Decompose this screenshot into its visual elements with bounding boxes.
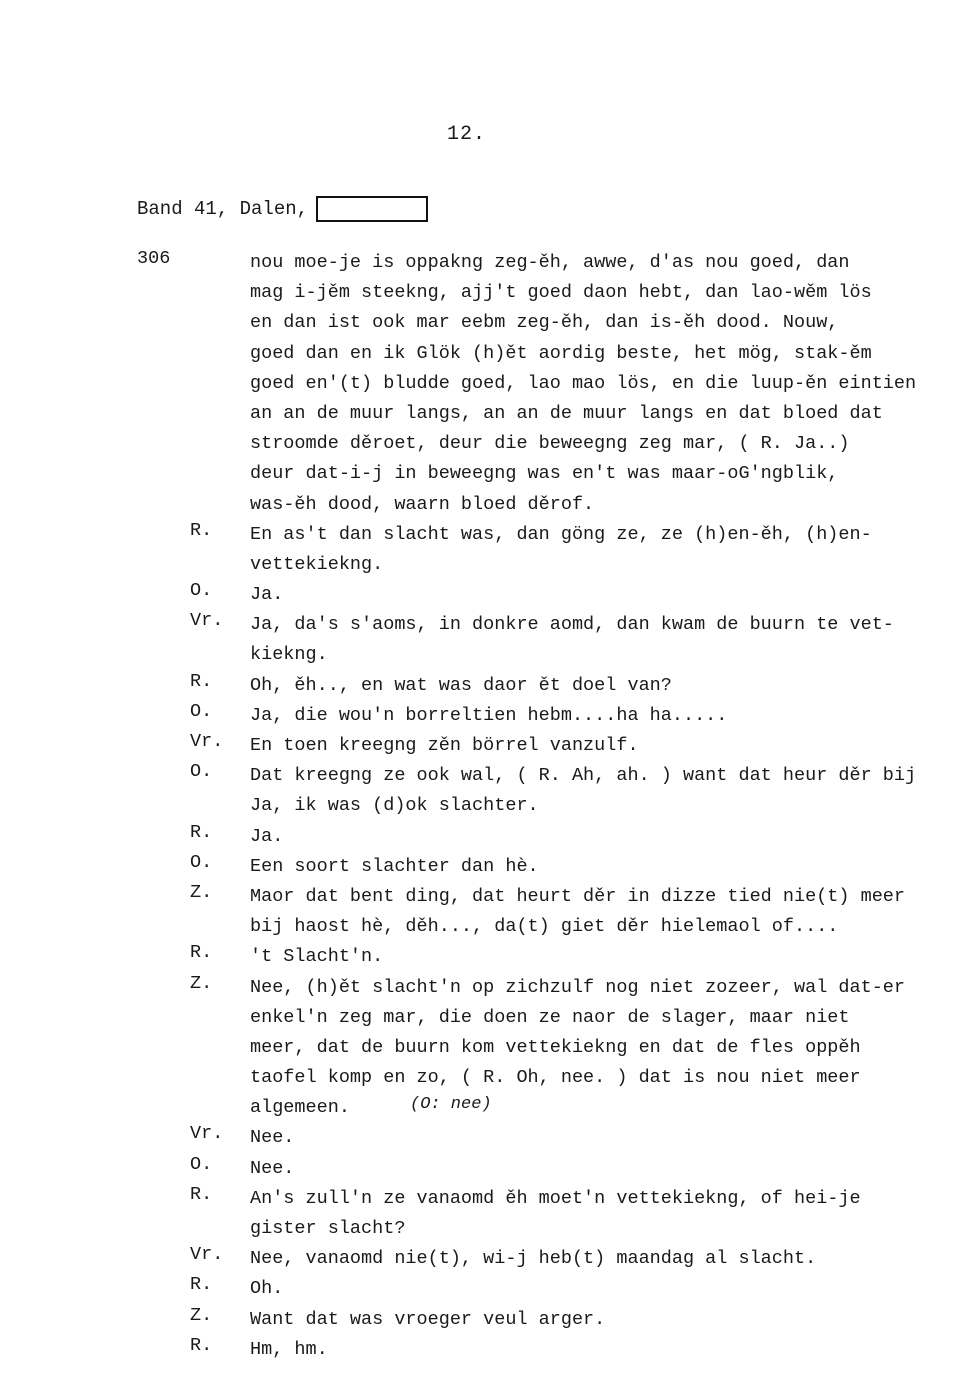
speaker-label: Vr. xyxy=(190,610,224,632)
transcript-entry xyxy=(0,1244,979,1274)
speaker-label: 306 xyxy=(137,248,171,269)
transcript-line: nou moe-je is oppakng zeg-ěh, awwe, d'as nou goed, dan xyxy=(250,252,850,273)
transcript-line: was-ěh dood, waarn bloed děrof. xyxy=(250,493,595,515)
transcript-line: Nee. xyxy=(250,1157,295,1179)
transcript-entry xyxy=(0,882,979,942)
transcript-line: bij haost hè, děh..., da(t) giet děr hielemaol of.... xyxy=(250,916,839,938)
transcript-entry xyxy=(0,822,979,852)
transcript-entry xyxy=(0,1305,979,1335)
transcript-entry xyxy=(0,248,979,520)
transcript-entry xyxy=(0,852,979,882)
transcript-body xyxy=(0,248,979,1365)
transcript-line: en dan ist ook mar eebm zeg-ěh, dan is-ěh dood. Nouw, xyxy=(250,312,839,334)
transcript-line: An's zull'n ze vanaomd ěh moet'n vettekiekng, of hei-je xyxy=(250,1187,861,1209)
transcript-line: goed dan en ik Glök (h)ět aordig beste, het mög, stak-ěm xyxy=(250,342,872,364)
transcript-line: Nee. xyxy=(250,1127,295,1149)
transcript-line: Maor dat bent ding, dat heurt děr in dizze tied nie(t) meer xyxy=(250,885,906,907)
transcript-line: Ja, ik was (d)ok slachter. xyxy=(250,795,539,817)
document-header xyxy=(137,196,428,222)
transcript-line: mag i-jěm steekng, ajj't goed daon hebt, dan lao-wěm lös xyxy=(250,282,872,304)
transcript-line: enkel'n zeg mar, die doen ze naor de slager, maar niet xyxy=(250,1006,850,1028)
transcript-entry xyxy=(0,1274,979,1304)
transcript-line: Dat kreegng ze ook wal, ( R. Ah, ah. ) want dat heur děr bij xyxy=(250,765,917,787)
transcript-entry xyxy=(0,580,979,610)
transcript-line: En toen kreegng zěn börrel vanzulf. xyxy=(250,735,639,756)
transcript-line: Hm, hm. xyxy=(250,1338,328,1360)
transcript-line: algemeen. xyxy=(250,1097,350,1119)
transcript-line: 't Slacht'n. xyxy=(250,946,384,968)
transcript-entry xyxy=(0,731,979,761)
transcript-line: Een soort slachter dan hè. xyxy=(250,855,539,877)
speaker-label: O. xyxy=(190,851,213,873)
speaker-label: Z. xyxy=(190,972,213,994)
speaker-label: Z. xyxy=(190,881,213,903)
speaker-label: O. xyxy=(190,1153,213,1175)
transcript-entry xyxy=(0,1154,979,1184)
speaker-label: R. xyxy=(190,1274,213,1296)
transcript-line: an an de muur langs, an an de muur langs en dat bloed dat xyxy=(250,402,883,424)
speaker-label: O. xyxy=(190,761,213,783)
transcript-entry xyxy=(0,761,979,821)
transcript-line: vettekiekng. xyxy=(250,553,384,575)
speaker-label: R. xyxy=(190,519,213,541)
transcript-line: Nee, vanaomd nie(t), wi-j heb(t) maandag al slacht. xyxy=(250,1248,817,1270)
transcript-entry xyxy=(0,701,979,731)
speaker-label: Vr. xyxy=(190,1244,224,1266)
transcript-line: goed en'(t) bludde goed, lao mao lös, en die luup-ěn eintien xyxy=(250,372,917,394)
transcript-line: taofel komp en zo, ( R. Oh, nee. ) dat is nou niet meer xyxy=(250,1067,861,1089)
transcript-line: meer, dat de buurn kom vettekiekng en dat de fles oppěh xyxy=(250,1036,861,1058)
transcript-entry xyxy=(0,1184,979,1244)
transcript-line: deur dat-i-j in beweegng was en't was maar-oG'ngblik, xyxy=(250,463,839,485)
transcript-line: gister slacht? xyxy=(250,1218,406,1239)
transcript-line: Ja. xyxy=(250,584,284,606)
speaker-label: O. xyxy=(190,580,213,602)
transcript-line: Ja, die wou'n borreltien hebm....ha ha..... xyxy=(250,704,728,726)
transcript-line: Ja. xyxy=(250,825,284,847)
redacted-box xyxy=(316,196,428,222)
speaker-label: R. xyxy=(190,942,213,964)
speaker-label: R. xyxy=(190,670,213,692)
transcript-entry xyxy=(0,942,979,972)
speaker-label: Vr. xyxy=(190,1123,224,1145)
transcript-entry xyxy=(0,671,979,701)
transcript-line: kiekng. xyxy=(250,644,328,666)
transcript-line: Oh. xyxy=(250,1278,284,1300)
speaker-label: R. xyxy=(190,821,213,843)
page-number: 12. xyxy=(447,123,487,146)
transcript-line: stroomde děroet, deur die beweegng zeg mar, ( R. Ja..) xyxy=(250,433,850,455)
speaker-label: R. xyxy=(190,1183,213,1205)
transcript-line: Want dat was vroeger veul arger. xyxy=(250,1308,606,1330)
speaker-label: O. xyxy=(190,700,213,722)
header-label: Band 41, Dalen, xyxy=(137,198,309,220)
transcript-line: En as't dan slacht was, dan göng ze, ze (h)en-ěh, (h)en- xyxy=(250,523,872,545)
transcript-entry xyxy=(0,520,979,580)
transcript-line: Nee, (h)ět slacht'n op zichzulf nog niet zozeer, wal dat-er xyxy=(250,976,906,998)
transcript-entry xyxy=(0,610,979,670)
transcript-line: Oh, ěh.., en wat was daor ět doel van? xyxy=(250,674,672,696)
handwritten-note: (O: nee) xyxy=(410,1095,492,1114)
transcript-line: Ja, da's s'aoms, in donkre aomd, dan kwam de buurn te vet- xyxy=(250,614,894,636)
speaker-label: R. xyxy=(190,1334,213,1356)
speaker-label: Z. xyxy=(190,1304,213,1326)
speaker-label: Vr. xyxy=(190,731,224,752)
transcript-entry xyxy=(0,1335,979,1365)
transcript-entry xyxy=(0,1123,979,1153)
